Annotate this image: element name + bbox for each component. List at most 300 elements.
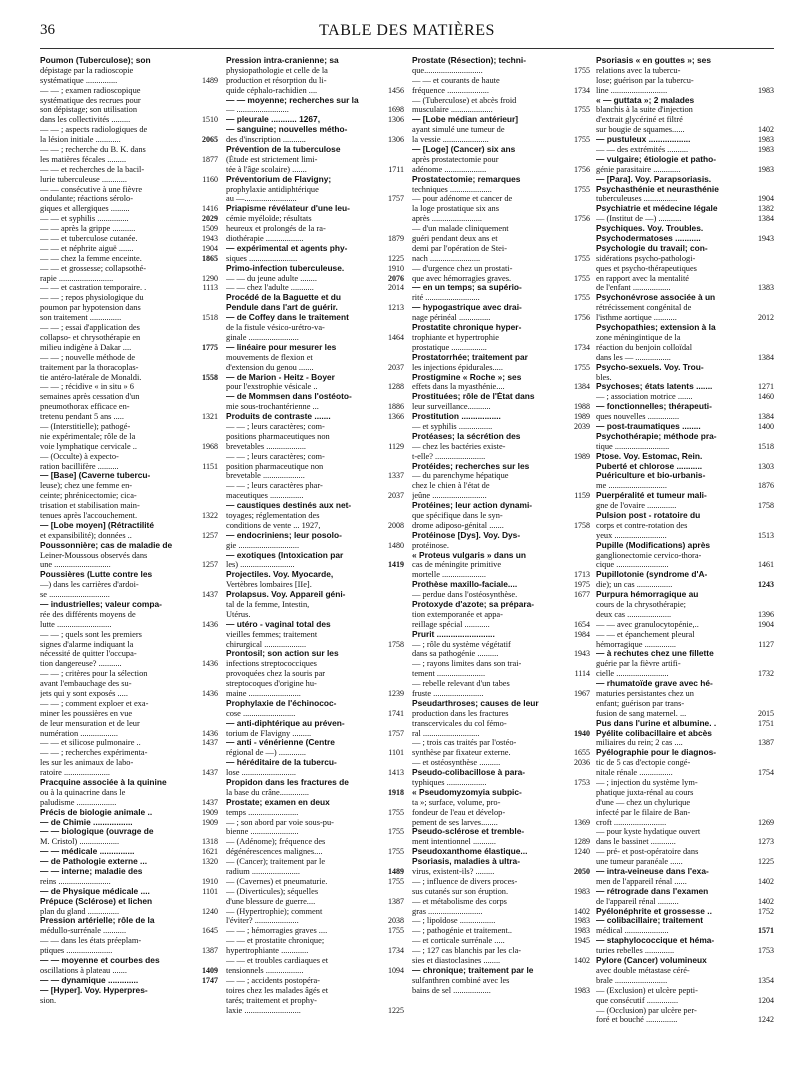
entry-text: Purpura hémorragique au <box>596 590 699 600</box>
index-entry-line <box>596 76 774 86</box>
index-entry-line <box>226 966 404 976</box>
entry-text: — et métabolisme des corps <box>412 896 507 906</box>
entry-page-number: 1384 <box>758 214 774 224</box>
index-entry-line <box>40 402 218 412</box>
entry-text: Pus dans l'urine et albumine. . <box>596 718 717 728</box>
entry-text: — ; lipoïdose ................. <box>412 916 496 926</box>
index-entry-line <box>412 471 590 481</box>
entry-text: Précis de biologie animale .. <box>40 807 153 817</box>
entry-page-number: 1734 <box>388 946 404 956</box>
entry-page-number: 1975 <box>574 580 590 590</box>
entry-text: bienne ....................... <box>226 827 299 837</box>
index-entry-line <box>596 689 774 699</box>
entry-page-number: 1239 <box>388 689 404 698</box>
index-entry-line <box>226 185 404 195</box>
index-entry-line <box>40 125 218 135</box>
entry-page-number: 1289 <box>574 837 590 847</box>
entry-text: Prostitution ................. <box>412 412 501 422</box>
entry-page-number: 1127 <box>758 639 774 649</box>
index-entry-line <box>226 946 404 956</box>
index-entry-line <box>226 373 404 383</box>
index-entry-line <box>596 254 774 264</box>
entry-page-number: 1943 <box>202 234 218 244</box>
entry-text: — [Para]. Voy. Parapsoriasis. <box>596 174 712 184</box>
index-entry-line <box>40 224 218 234</box>
index-entry-line <box>40 185 218 195</box>
index-entry-line <box>40 768 218 778</box>
entry-text: — du parenchyme hépatique <box>412 471 509 481</box>
entry-page-number: 1456 <box>388 85 404 95</box>
entry-text: Pracquine associée à la quinine <box>40 778 167 788</box>
entry-text: Protéides; recherches sur les <box>412 461 530 471</box>
entry-text: Prophylaxie de l'échinococ- <box>226 698 337 708</box>
entry-page-number: 1753 <box>758 946 774 956</box>
entry-text: Pulsion post - rotatoire du <box>596 510 701 520</box>
index-entry-line <box>226 570 404 580</box>
entry-text: gne de l'ovaire .............. <box>596 501 677 511</box>
entry-text: médical ..................... <box>596 926 669 936</box>
index-entry-line <box>412 432 590 442</box>
index-entry-line <box>412 551 590 561</box>
entry-text: foré et bouché ............... <box>596 1015 678 1025</box>
index-entry-line <box>596 956 774 966</box>
entry-text: de la fistule vésico-urétro-va- <box>226 323 325 333</box>
index-entry-line <box>412 986 590 996</box>
entry-text: — [Hyper]. Voy. Hyperpres- <box>40 985 148 995</box>
entry-text: en rapport avec la mentalité <box>596 273 690 283</box>
index-entry-line <box>226 442 404 452</box>
entry-text: siques ....................... <box>226 253 298 263</box>
entry-page-number: 1886 <box>388 402 404 412</box>
entry-text: — perdue dans l'ostéosynthèse. <box>412 590 518 600</box>
index-entry-line <box>412 966 590 976</box>
entry-text: se ............................. <box>40 590 110 600</box>
entry-page-number: 1989 <box>574 451 590 461</box>
entry-text: — de Mommsen dans l'ostéoto- <box>226 392 352 402</box>
entry-text: — — des extrémités .......... <box>596 145 689 155</box>
index-entry-line <box>226 669 404 679</box>
entry-page-number: 1677 <box>574 590 590 600</box>
entry-page-number: 1558 <box>202 372 218 382</box>
entry-text: Protéinose [Dys]. Voy. Dys- <box>412 530 521 540</box>
entry-text: Psychoses; états latents ....... <box>596 382 713 392</box>
entry-text: — d'urgence chez un prostati- <box>412 263 513 273</box>
index-entry-line <box>412 303 590 313</box>
entry-text: ral ........................... <box>412 728 480 738</box>
entry-page-number: 1094 <box>388 965 404 975</box>
index-entry-line <box>40 274 218 284</box>
index-entry-line <box>596 293 774 303</box>
index-entry-line <box>226 353 404 363</box>
entry-text: Psychiques. Voy. Troubles. <box>596 224 704 234</box>
entry-text: — — ; quels sont les premiers <box>40 629 142 639</box>
entry-text: ration bacillifère .......... <box>40 461 119 471</box>
index-entry-line <box>412 521 590 531</box>
entry-page-number: 1436 <box>202 728 218 738</box>
index-entry-line <box>412 818 590 828</box>
entry-text: — — ; hémorragies graves .... <box>226 926 328 936</box>
entry-text: zone méningintique de la <box>596 332 681 342</box>
entry-text: — et corticale surrénale ..... <box>412 936 505 946</box>
entry-page-number: 1904 <box>202 243 218 253</box>
entry-page-number: 1306 <box>388 135 404 145</box>
entry-text: — hypogastrique avec drai- <box>412 303 522 313</box>
entry-page-number: 1758 <box>574 520 590 530</box>
index-entry-line <box>596 125 774 135</box>
index-entry-line <box>596 1015 774 1025</box>
entry-page-number: 1983 <box>758 164 774 174</box>
index-entry-line <box>412 491 590 501</box>
index-entry-line <box>40 422 218 432</box>
entry-page-number: 1732 <box>758 669 774 679</box>
entry-text: les matières fécales ......... <box>40 154 127 164</box>
entry-text: ptiques ...................... <box>40 946 113 956</box>
entry-text: régional de —) ............. <box>226 748 307 758</box>
index-entry-line <box>596 66 774 76</box>
entry-text: Propidon dans les fractures de <box>226 778 349 788</box>
index-entry-line <box>226 837 404 847</box>
entry-text: Utérus. <box>226 609 251 619</box>
index-entry-line <box>226 738 404 748</box>
entry-text: prophylaxie antidiphtérique <box>226 184 319 194</box>
index-entry-line <box>40 630 218 640</box>
entry-text: cielle ......................... <box>596 669 669 679</box>
entry-text: ginale ........................ <box>226 332 299 342</box>
index-entry-line <box>226 679 404 689</box>
entry-page-number: 1755 <box>574 253 590 263</box>
index-entry-line <box>412 392 590 402</box>
index-entry-line <box>596 719 774 729</box>
entry-page-number: 2012 <box>758 313 774 323</box>
entry-text: — — moyenne et courbes des <box>40 956 160 966</box>
index-entry-line <box>412 738 590 748</box>
entry-text: « Proteus vulgaris » dans un <box>412 550 527 560</box>
entry-text: jeûne .......................... <box>412 491 487 501</box>
index-entry-line <box>40 827 218 837</box>
index-entry-line <box>412 194 590 204</box>
entry-page-number: 1288 <box>388 382 404 392</box>
index-entry-line <box>412 541 590 551</box>
index-columns <box>40 56 774 1076</box>
entry-text: — pour kyste hydatique ouvert <box>596 827 701 837</box>
entry-page-number: 1402 <box>758 896 774 906</box>
entry-text: trisation et stabilisation main- <box>40 501 140 511</box>
index-entry-line <box>412 729 590 739</box>
entry-text: systématique ............... <box>40 75 118 85</box>
entry-text: — de Marion - Heitz - Boyer <box>226 372 335 382</box>
entry-text: d'une — chez un chylurique <box>596 797 691 807</box>
entry-text: dans les — ................. <box>596 352 671 362</box>
entry-text: — — et grossesse; collapsothé- <box>40 263 147 273</box>
index-entry-line <box>596 323 774 333</box>
index-entry-line <box>226 402 404 412</box>
index-entry-line <box>596 204 774 214</box>
index-entry-line <box>412 422 590 432</box>
index-entry-line <box>596 640 774 650</box>
entry-page-number: 1318 <box>202 837 218 847</box>
index-entry-line <box>226 867 404 877</box>
entry-page-number: 1945 <box>574 936 590 946</box>
entry-page-number: 1387 <box>388 896 404 906</box>
entry-page-number: 1734 <box>574 342 590 352</box>
entry-page-number: 1758 <box>388 639 404 649</box>
index-entry-line <box>412 689 590 699</box>
index-entry-line <box>226 382 404 392</box>
index-entry-line <box>596 788 774 798</box>
entry-text: protéinose. <box>412 540 449 550</box>
entry-text: deux cas ..................... <box>596 609 672 619</box>
index-entry-line <box>226 363 404 373</box>
entry-text: line ........................... <box>596 85 668 95</box>
index-entry-line <box>596 274 774 284</box>
index-entry-line <box>40 837 218 847</box>
entry-text: quide céphalo-rachidien .... <box>226 85 318 95</box>
entry-text: — — chez l'adulte ........... <box>226 283 314 293</box>
entry-text: enfant; guérison par trans- <box>596 698 685 708</box>
entry-text: Psychiatrie et médecine légale <box>596 204 718 214</box>
index-entry-line <box>412 313 590 323</box>
index-entry-line <box>596 313 774 323</box>
entry-page-number: 2065 <box>202 135 218 145</box>
entry-text: Protoxyde d'azote; sa prépara- <box>412 599 535 609</box>
index-entry-line <box>40 96 218 106</box>
index-entry-line <box>226 96 404 106</box>
entry-text: cique ......................... <box>596 560 669 570</box>
entry-page-number: 1755 <box>574 362 590 372</box>
index-entry-line <box>596 96 774 106</box>
index-entry-line <box>40 254 218 264</box>
index-entry-line <box>226 897 404 907</box>
entry-text: positions pharmaceutiques non <box>226 431 330 441</box>
index-entry-line <box>412 590 590 600</box>
entry-text: — — consécutive à une fièvre <box>40 184 143 194</box>
index-entry-line <box>40 600 218 610</box>
entry-text: — — et syphilis ............... <box>40 214 129 224</box>
entry-text: — (Occulte) à expecto- <box>40 451 119 461</box>
entry-page-number: 1337 <box>388 471 404 481</box>
index-entry-line <box>226 986 404 996</box>
entry-page-number: 1645 <box>202 926 218 936</box>
index-entry-line <box>40 758 218 768</box>
entry-text: tenues après l'accouchement. <box>40 510 138 520</box>
entry-text: nitale rénale ................ <box>596 768 673 778</box>
entry-text: — à rechutes chez une fillette <box>596 649 714 659</box>
entry-page-number: 1402 <box>758 125 774 135</box>
entry-text: mie sous-trochantérienne ... <box>226 402 319 412</box>
index-entry-line <box>226 303 404 313</box>
index-entry-line <box>412 916 590 926</box>
index-entry-line <box>596 897 774 907</box>
entry-page-number: 2037 <box>388 491 404 501</box>
entry-text: poumon par hypotension dans <box>40 303 141 313</box>
entry-page-number: 2038 <box>388 916 404 926</box>
entry-page-number: 1416 <box>202 204 218 214</box>
index-entry-line <box>40 382 218 392</box>
index-entry-line <box>226 264 404 274</box>
index-entry-line <box>596 669 774 679</box>
index-entry-line <box>596 630 774 640</box>
index-entry-line <box>412 847 590 857</box>
entry-text: — caustiques destinés aux net- <box>226 501 352 511</box>
index-entry-line <box>226 768 404 778</box>
entry-text: — utéro - vaginal total des <box>226 619 331 629</box>
entry-page-number: 1489 <box>388 867 404 877</box>
entry-page-number: 1354 <box>758 975 774 985</box>
entry-text: vieilles femmes; traitement <box>226 629 318 639</box>
index-entry-line <box>596 570 774 580</box>
entry-page-number: 1383 <box>758 283 774 293</box>
index-entry-line <box>596 867 774 877</box>
index-entry-line <box>596 481 774 491</box>
entry-page-number: 2050 <box>574 867 590 877</box>
entry-text: — — ; nouvelle méthode de <box>40 352 136 362</box>
index-entry-line <box>412 373 590 383</box>
index-entry-line <box>412 808 590 818</box>
index-entry-line <box>412 323 590 333</box>
index-entry-line <box>412 86 590 96</box>
entry-text: dans les collectivités ......... <box>40 115 131 125</box>
entry-page-number: 1384 <box>574 382 590 392</box>
index-entry-line <box>40 333 218 343</box>
entry-text: torium de Flavigny ......... <box>226 728 312 738</box>
entry-page-number: 1159 <box>574 491 590 501</box>
entry-page-number: 1983 <box>574 886 590 896</box>
entry-text: — ; rayons limites dans son trai- <box>412 659 522 669</box>
index-entry-line <box>226 719 404 729</box>
entry-text: — — et troubles cardiaques et <box>226 956 329 966</box>
entry-page-number: 1225 <box>388 1005 404 1015</box>
index-entry-line <box>40 155 218 165</box>
entry-text: — chez les bactéries existe- <box>412 441 506 451</box>
entry-text: demi par l'opération de Stei- <box>412 243 507 253</box>
index-entry-line <box>596 115 774 125</box>
entry-text: — — et silicose pulmonaire .. <box>40 738 141 748</box>
entry-text: — ; 127 cas blanchis par les cla- <box>412 946 522 956</box>
entry-text: pement de ses larves........ <box>412 817 498 827</box>
index-entry-line <box>412 105 590 115</box>
entry-text: Prontosil; son action sur les <box>226 649 339 659</box>
entry-text: — endocriniens; leur posolo- <box>226 530 342 540</box>
index-entry-line <box>596 590 774 600</box>
entry-page-number: 1436 <box>202 659 218 669</box>
index-entry-line <box>40 738 218 748</box>
entry-page-number: 1114 <box>574 669 590 679</box>
entry-text: rapie .......................... <box>40 273 114 283</box>
entry-text: ta »; surface, volume, pro- <box>412 797 501 807</box>
index-entry-line <box>226 323 404 333</box>
index-entry-line <box>412 936 590 946</box>
entry-text: — et ostéosynthèse .......... <box>412 758 501 768</box>
entry-text: — de Pathologie externe ... <box>40 857 148 867</box>
index-entry-line <box>40 551 218 561</box>
entry-text: Pyélographie pour le diagnos- <box>596 748 717 758</box>
entry-text: — ; association motrice ....... <box>596 392 693 402</box>
index-entry-line <box>412 402 590 412</box>
entry-text: — — biologique (ouvrage de <box>40 827 154 837</box>
entry-page-number: 1402 <box>758 876 774 886</box>
entry-page-number: 1968 <box>202 441 218 451</box>
index-entry-line <box>226 847 404 857</box>
entry-text: blanchis à la suite d'injection <box>596 105 693 115</box>
index-entry-line <box>596 560 774 570</box>
entry-text: — ; trois cas traités par l'ostéo- <box>412 738 517 748</box>
index-entry-line <box>226 600 404 610</box>
index-entry-line <box>40 946 218 956</box>
index-entry-line <box>40 570 218 580</box>
entry-text: prostatique ................. <box>412 342 487 352</box>
entry-text: infecté par le filaire de Ban- <box>596 807 691 817</box>
entry-text: leur surveillance........... <box>412 402 491 412</box>
entry-text: son dépistage; son utilisation <box>40 105 138 115</box>
entry-page-number: 1758 <box>758 501 774 511</box>
entry-page-number: 1909 <box>202 817 218 827</box>
entry-text: — (Occlusion) par ulcère per- <box>596 1005 697 1015</box>
index-entry-line <box>412 946 590 956</box>
index-entry-line <box>40 363 218 373</box>
index-entry-line <box>40 481 218 491</box>
entry-text: — staphylococcique et héma- <box>596 936 715 946</box>
index-entry-line <box>596 808 774 818</box>
entry-page-number: 1509 <box>202 224 218 234</box>
index-entry-line <box>412 887 590 897</box>
index-entry-line <box>412 224 590 234</box>
entry-text: brevetable .................... <box>226 471 305 481</box>
index-entry-line <box>596 373 774 383</box>
index-entry-line <box>596 363 774 373</box>
entry-text: — [Lobe médian antérieur] <box>412 115 519 125</box>
index-entry-line <box>40 610 218 620</box>
index-entry-line <box>596 580 774 590</box>
index-entry-line <box>596 145 774 155</box>
index-entry-line <box>412 956 590 966</box>
entry-text: après prostatectomie pour <box>412 154 499 164</box>
index-entry-line <box>596 343 774 353</box>
index-entry-line <box>412 976 590 986</box>
entry-text: — (Cavernes) et pneumaturie. <box>226 876 328 886</box>
entry-text: Prostituées; rôle de l'État dans <box>412 392 535 402</box>
entry-text: Prostate (Résection); techni- <box>412 56 527 65</box>
entry-text: — ; rôle du système végétatif <box>412 639 511 649</box>
entry-text: croft ......................... <box>596 817 667 827</box>
index-column-4 <box>596 56 774 1076</box>
entry-page-number: 1510 <box>202 115 218 125</box>
entry-page-number: 1755 <box>388 827 404 837</box>
entry-text: adénome .................... <box>412 164 487 174</box>
entry-page-number: 1940 <box>574 728 590 738</box>
entry-text: paludisme ................... <box>40 797 117 807</box>
entry-text: ratoire ...................... <box>40 768 111 778</box>
index-entry-line <box>40 66 218 76</box>
entry-page-number: 2036 <box>574 758 590 768</box>
entry-page-number: 1876 <box>758 481 774 491</box>
entry-text: maturies persistantes chez un <box>596 689 694 698</box>
index-entry-line <box>40 956 218 966</box>
index-entry-line <box>40 462 218 472</box>
entry-text: nie expérimentale; rôle de la <box>40 431 136 441</box>
index-entry-line <box>226 640 404 650</box>
entry-page-number: 1242 <box>758 1015 774 1025</box>
entry-text: Psoriasis « en gouttes »; ses <box>596 56 711 65</box>
entry-page-number: 1419 <box>388 560 404 570</box>
entry-text: Pseudoxanthome élastique... <box>412 847 528 857</box>
entry-text: radium ....................... <box>226 867 300 877</box>
index-entry-line <box>412 610 590 620</box>
entry-text: — rhumatoïde grave avec hé- <box>596 679 713 689</box>
entry-text: Psychothérapie; méthode pra- <box>596 431 717 441</box>
index-entry-line <box>40 452 218 462</box>
entry-text: sidérations psycho-pathologi- <box>596 253 696 263</box>
index-entry-line <box>226 432 404 442</box>
